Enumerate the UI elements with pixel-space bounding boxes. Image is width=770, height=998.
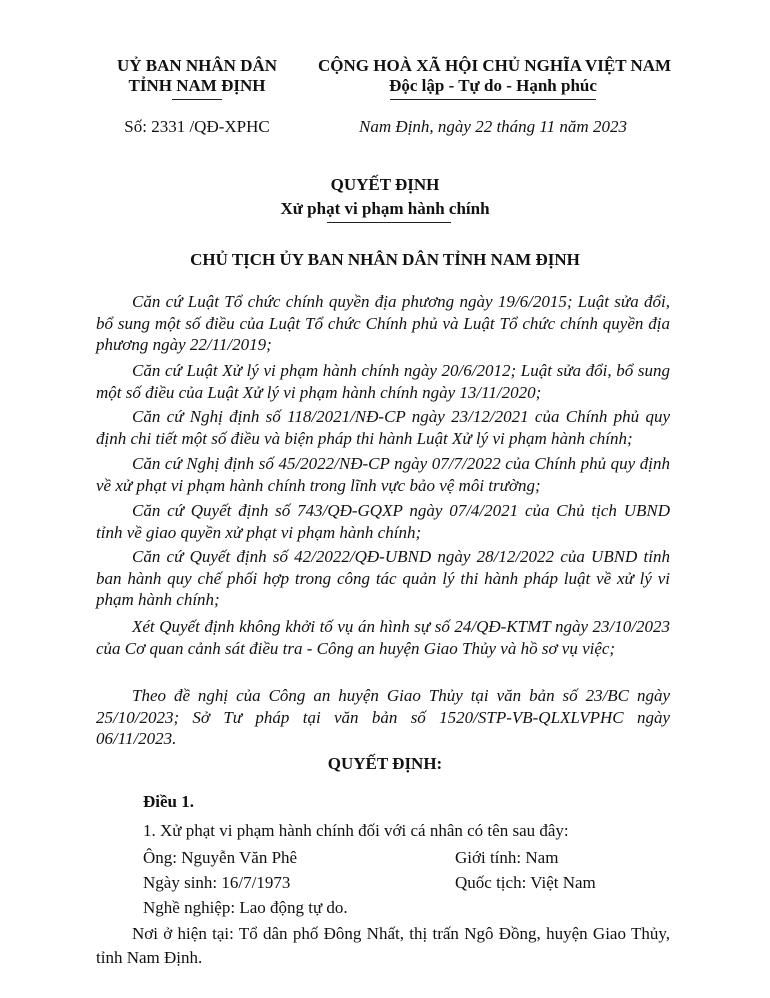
issuing-province: TỈNH NAM ĐỊNH (128, 76, 266, 95)
violator-gender: Giới tính: Nam (455, 848, 559, 867)
agency-underline (172, 99, 222, 100)
violator-residence: Nơi ở hiện tại: Tổ dân phố Đông Nhất, thị trấn Ngô Đồng, huyện Giao Thủy, tỉnh Nam Định. (96, 924, 670, 967)
document-number: Số: 2331 /QĐ-XPHC (124, 117, 270, 136)
document-title: QUYẾT ĐỊNH (330, 175, 440, 194)
issuing-authority: CHỦ TỊCH ỦY BAN NHÂN DÂN TỈNH NAM ĐỊNH (190, 250, 580, 269)
issuing-agency: UỶ BAN NHÂN DÂN (116, 56, 278, 75)
preamble-paragraph: Theo đề nghị của Công an huyện Giao Thủy tại văn bản số 23/BC ngày 25/10/2023; Sở Tư pháp tại văn bản số 1520/STP-VB-QLXLVPHC ngày 06/11/2023. (96, 686, 670, 748)
nation-name: CỘNG HOÀ XÃ HỘI CHỦ NGHĨA VIỆT NAM (318, 56, 672, 75)
title-underline (327, 222, 451, 223)
article-1-heading: Điều 1. (143, 792, 194, 811)
violator-occupation: Nghề nghiệp: Lao động tự do. (143, 898, 348, 917)
decision-heading: QUYẾT ĐỊNH: (327, 754, 443, 773)
preamble-paragraph: Căn cứ Quyết định số 743/QĐ-GQXP ngày 07/4/2021 của Chủ tịch UBND tỉnh về giao quyền xử phạt vi phạm hành chính; (96, 501, 670, 542)
place-and-date: Nam Định, ngày 22 tháng 11 năm 2023 (359, 117, 627, 136)
article-1-intro: 1. Xử phạt vi phạm hành chính đối với cá nhân có tên sau đây: (143, 821, 569, 840)
motto-underline (390, 99, 596, 100)
national-motto: Độc lập - Tự do - Hạnh phúc (389, 76, 597, 95)
violator-nationality: Quốc tịch: Việt Nam (455, 873, 596, 892)
preamble-paragraph: Căn cứ Nghị định số 118/2021/NĐ-CP ngày 23/12/2021 của Chính phủ quy định chi tiết một số điều và biện pháp thi hành Luật Xử lý vi phạm hành chính; (96, 407, 670, 448)
preamble-paragraph: Căn cứ Quyết định số 42/2022/QĐ-UBND ngày 28/12/2022 của UBND tỉnh ban hành quy chế phối hợp trong công tác quản lý thi hành pháp luật về xử lý vi phạm hành chính; (96, 547, 670, 609)
violator-dob: Ngày sinh: 16/7/1973 (143, 873, 291, 892)
preamble-paragraph: Căn cứ Nghị định số 45/2022/NĐ-CP ngày 07/7/2022 của Chính phủ quy định về xử phạt vi phạm hành chính trong lĩnh vực bảo vệ môi trường; (96, 454, 670, 495)
violator-name: Ông: Nguyễn Văn Phê (143, 848, 298, 867)
document-subtitle: Xử phạt vi phạm hành chính (280, 199, 490, 218)
preamble-paragraph: Căn cứ Luật Tổ chức chính quyền địa phương ngày 19/6/2015; Luật sửa đổi, bổ sung một số điều của Luật Tổ chức Chính phủ và Luật Tổ chức chính quyền địa phương ngày 22/11/2019; (96, 292, 670, 354)
preamble-paragraph: Căn cứ Luật Xử lý vi phạm hành chính ngày 20/6/2012; Luật sửa đổi, bổ sung một số điều của Luật Xử lý vi phạm hành chính ngày 13/11/2020; (96, 361, 670, 402)
preamble-paragraph: Xét Quyết định không khởi tố vụ án hình sự số 24/QĐ-KTMT ngày 23/10/2023 của Cơ quan cảnh sát điều tra - Công an huyện Giao Thủy và hồ sơ vụ việc; (96, 617, 670, 658)
